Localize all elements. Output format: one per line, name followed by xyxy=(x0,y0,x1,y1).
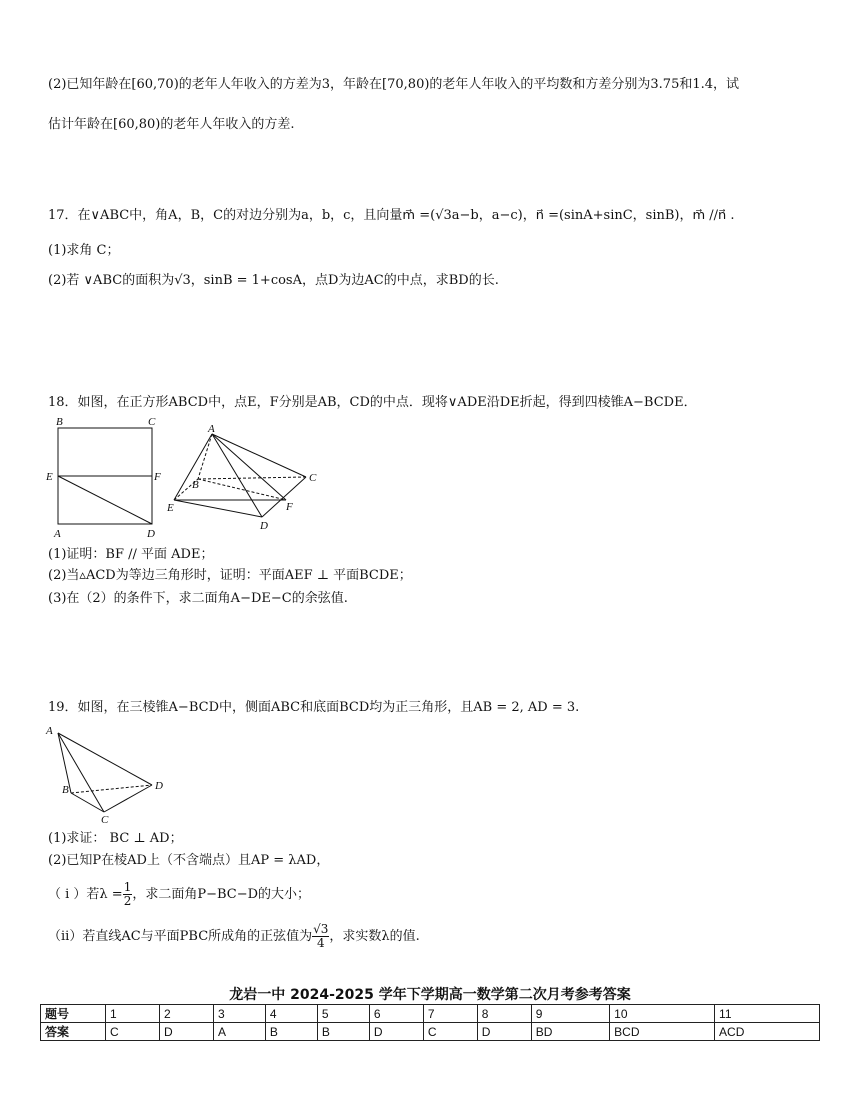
answer-key-header-label: 题号 xyxy=(41,1005,106,1023)
q18-square-label-a: A xyxy=(54,528,61,540)
q19-fig-label-c: C xyxy=(101,814,109,826)
q19-tetrahedron-figure xyxy=(44,722,174,830)
q19-stem: 19．如图，在三棱锥A−BCD中，侧面ABC和底面BCD均为正三角形，且AB = 2, AD = 3. xyxy=(48,700,580,715)
answer-key-answer-row xyxy=(41,1023,820,1041)
question-number-cell: 10 xyxy=(610,1005,715,1023)
q19-fraction-half xyxy=(123,881,133,908)
q18-part1: (1)证明：BF // 平面 ADE； xyxy=(48,547,214,562)
q18-pyramid-label-d: D xyxy=(260,520,268,532)
q18-square-label-e: E xyxy=(46,471,53,483)
answer-cell: ACD xyxy=(715,1023,820,1041)
q18-stem: 18．如图，在正方形ABCD中，点E，F分别是AB，CD的中点．现将∨ADE沿DE折起，得到四棱锥A−BCDE． xyxy=(48,395,697,410)
q18-square-label-c: C xyxy=(148,416,156,428)
q18-pyramid-label-c: C xyxy=(309,472,317,484)
answer-cell: C xyxy=(106,1023,160,1041)
q17-part2: (2)若 ∨ABC的面积为√3，sinB = 1+cosA，点D为边AC的中点，求BD的长. xyxy=(48,273,499,288)
answer-key-header-row xyxy=(41,1005,820,1023)
q18-pyramid-label-b: B xyxy=(192,479,199,491)
q19-fraction-denominator: 4 xyxy=(316,936,325,950)
question-number-cell: 4 xyxy=(265,1005,317,1023)
q17-stem: 17．在∨ABC中，角A，B，C的对边分别为a，b，c，且向量m⃗ =(√3a−b，a−c)，n⃗ =(sinA+sinC，sinB)，m⃗ //n⃗ . xyxy=(48,208,735,223)
question-number-cell: 3 xyxy=(213,1005,265,1023)
q19-part2-i-prefix: （ i ）若λ = xyxy=(48,887,123,902)
q19-fig-label-d: D xyxy=(155,780,163,792)
q19-fig-label-b: B xyxy=(62,784,69,796)
question-number-cell: 7 xyxy=(423,1005,477,1023)
q19-part2-ii xyxy=(48,922,420,952)
answer-cell: A xyxy=(213,1023,265,1041)
answer-cell: C xyxy=(423,1023,477,1041)
answer-cell: D xyxy=(477,1023,531,1041)
q16-part2-line1: (2)已知年龄在[60,70)的老年人年收入的方差为3，年龄在[70,80)的老年人年收入的平均数和方差分别为3.75和1.4，试 xyxy=(48,77,740,92)
q18-pyramid-label-a: A xyxy=(208,423,215,435)
answer-cell: B xyxy=(265,1023,317,1041)
q19-part2-ii-prefix: （ii）若直线AC与平面PBC所成角的正弦值为 xyxy=(48,929,313,944)
q18-square-label-f: F xyxy=(154,471,161,483)
answer-cell: BD xyxy=(531,1023,609,1041)
q19-part2-i xyxy=(48,880,310,910)
question-number-cell: 6 xyxy=(369,1005,423,1023)
question-number-cell: 11 xyxy=(715,1005,820,1023)
answer-cell: D xyxy=(369,1023,423,1041)
q18-pyramid-label-f: F xyxy=(286,501,293,513)
q18-square-label-d: D xyxy=(147,528,155,540)
q19-fig-label-a: A xyxy=(46,725,53,737)
q19-part2: (2)已知P在棱AD上（不含端点）且AP = λAD， xyxy=(48,853,330,868)
q19-part2-i-suffix: ，求二面角P−BC−D的大小； xyxy=(132,887,311,902)
q18-pyramid-label-e: E xyxy=(167,502,174,514)
question-number-cell: 5 xyxy=(317,1005,369,1023)
q19-part2-ii-suffix: ，求实数λ的值. xyxy=(329,929,420,944)
q16-part2-line2: 估计年龄在[60,80)的老年人年收入的方差. xyxy=(48,117,295,132)
answer-cell: BCD xyxy=(610,1023,715,1041)
answer-cell: D xyxy=(159,1023,213,1041)
question-number-cell: 2 xyxy=(159,1005,213,1023)
q18-pyramid-figure xyxy=(162,420,327,536)
answer-key-answer-label: 答案 xyxy=(41,1023,106,1041)
answer-key-table xyxy=(40,1004,820,1041)
q18-part2: (2)当▵ACD为等边三角形时，证明：平面AEF ⊥ 平面BCDE； xyxy=(48,568,412,583)
answer-key-title: 龙岩一中 2024-2025 学年下学期高一数学第二次月考参考答案 xyxy=(229,987,631,1003)
question-number-cell: 1 xyxy=(106,1005,160,1023)
q19-fraction-sqrt3-over-4 xyxy=(312,923,329,950)
answer-cell: B xyxy=(317,1023,369,1041)
q19-fraction-half-denominator: 2 xyxy=(123,894,132,908)
q18-part3: (3)在（2）的条件下，求二面角A−DE−C的余弦值. xyxy=(48,591,348,606)
question-number-cell: 8 xyxy=(477,1005,531,1023)
question-number-cell: 9 xyxy=(531,1005,609,1023)
q18-square-label-b: B xyxy=(56,416,63,428)
q19-fraction-half-numerator: 1 xyxy=(123,880,132,894)
q19-part1: (1)求证： BC ⊥ AD； xyxy=(48,831,183,846)
q17-part1: (1)求角 C； xyxy=(48,243,120,258)
q18-square-figure xyxy=(44,414,164,544)
q19-fraction-numerator: √3 xyxy=(313,922,329,936)
